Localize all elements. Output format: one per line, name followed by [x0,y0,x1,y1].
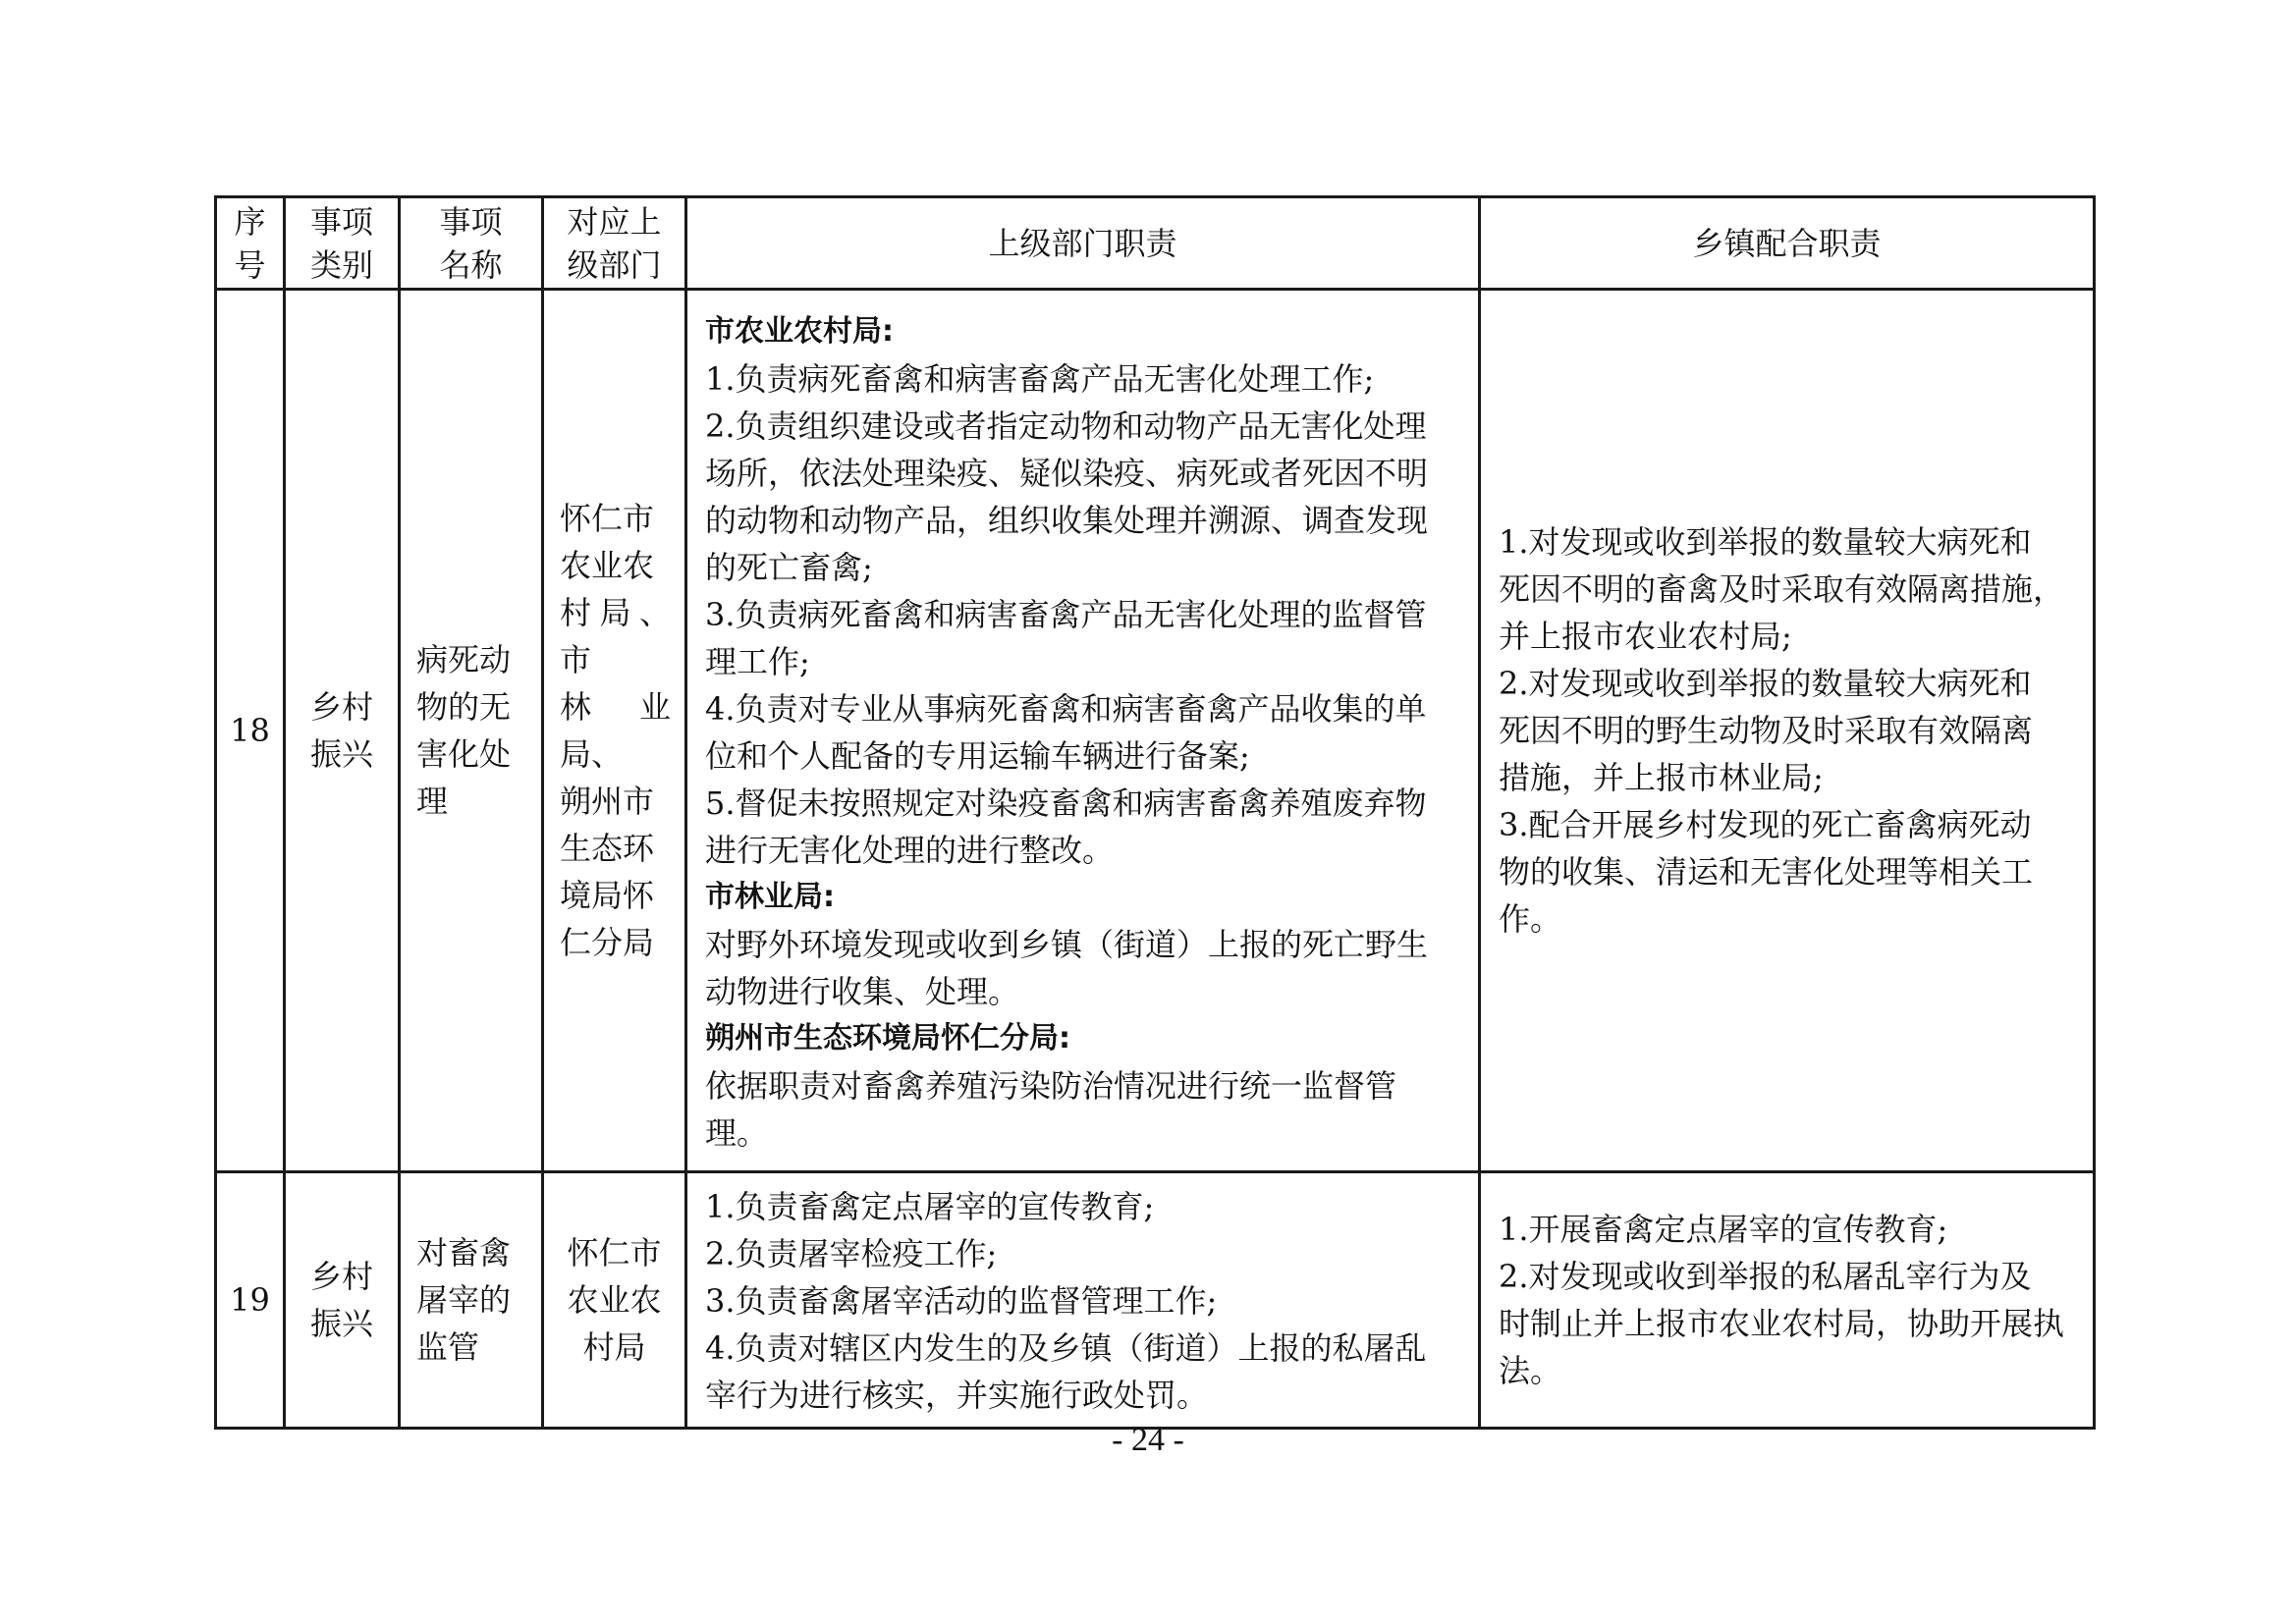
page-number: - 24 - [1112,1422,1184,1458]
row-item-name: 对畜禽 屠宰的 监管 [400,1172,543,1429]
dept-heading: 市农业农村局: [705,314,894,349]
header-town-duty: 乡镇配合职责 [1480,197,2095,290]
header-upper-duty: 上级部门职责 [686,197,1480,290]
table-row [216,290,2095,1172]
row-upper-duty: 1.负责畜禽定点屠宰的宣传教育; 2.负责屠宰检疫工作; 3.负责畜禽屠宰活动的监督管理工作; 4.负责对辖区内发生的及乡镇（街道）上报的私屠乱 宰行为进行核实，并实施行政处罚。 [686,1172,1480,1429]
table-header-row [216,197,2095,290]
row-dept: 怀仁市 农业农 村局 [543,1172,686,1429]
header-category: 事项 类别 [285,197,400,290]
row-seq: 18 [216,290,285,1172]
row-upper-duty: 市农业农村局: 1.负责病死畜禽和病害畜禽产品无害化处理工作; 2.负责组织建设或者指定动物和动物产品无害化处理 场所，依法处理染疫、疑似染疫、病死或者死因不明 的动物和动物产品，组织收集处理并溯源、调查发现 的死亡畜禽; 3.负责病死畜禽和病害畜禽产品无害化处理的监督管 理工作; 4.负责对专业从事病死畜禽和病害畜禽产品收集的单 位和个人配备的专用运输车辆进行备案; 5.督促未按照规定对染疫畜禽和病害畜禽养殖废弃物 进行无害化处理的进行整改。 市林业局: 对野外环境发现或收到乡镇（街道）上报的死亡野生 动物进行收集、处理。 朔州市生态环境局怀仁分局: 依据职责对畜禽养殖污染防治情况进行统一监督管 理。 [686,290,1480,1172]
row-town-duty: 1.开展畜禽定点屠宰的宣传教育; 2.对发现或收到举报的私屠乱宰行为及 时制止并上报市农业农村局，协助开展执 法。 [1480,1172,2095,1429]
row-category: 乡村 振兴 [285,1172,400,1429]
duty-table [214,195,2096,1430]
row-seq: 19 [216,1172,285,1429]
header-dept: 对应上 级部门 [543,197,686,290]
header-name: 事项 名称 [400,197,543,290]
table-row [216,1172,2095,1429]
row-town-duty: 1.对发现或收到举报的数量较大病死和 死因不明的畜禽及时采取有效隔离措施， 并上报市农业农村局; 2.对发现或收到举报的数量较大病死和 死因不明的野生动物及时采取有效隔离 措施，并上报市林业局; 3.配合开展乡村发现的死亡畜禽病死动 物的收集、清运和无害化处理等相关工 作。 [1480,290,2095,1172]
dept-heading: 市林业局: [705,880,835,914]
row-category: 乡村 振兴 [285,290,400,1172]
dept-heading: 朔州市生态环境局怀仁分局: [705,1021,1070,1055]
row-dept: 怀仁市 农业农 村局、市 林业局、 朔州市 生态环 境局怀 仁分局 [543,290,686,1172]
header-seq: 序 号 [216,197,285,290]
row-item-name: 病死动 物的无 害化处 理 [400,290,543,1172]
